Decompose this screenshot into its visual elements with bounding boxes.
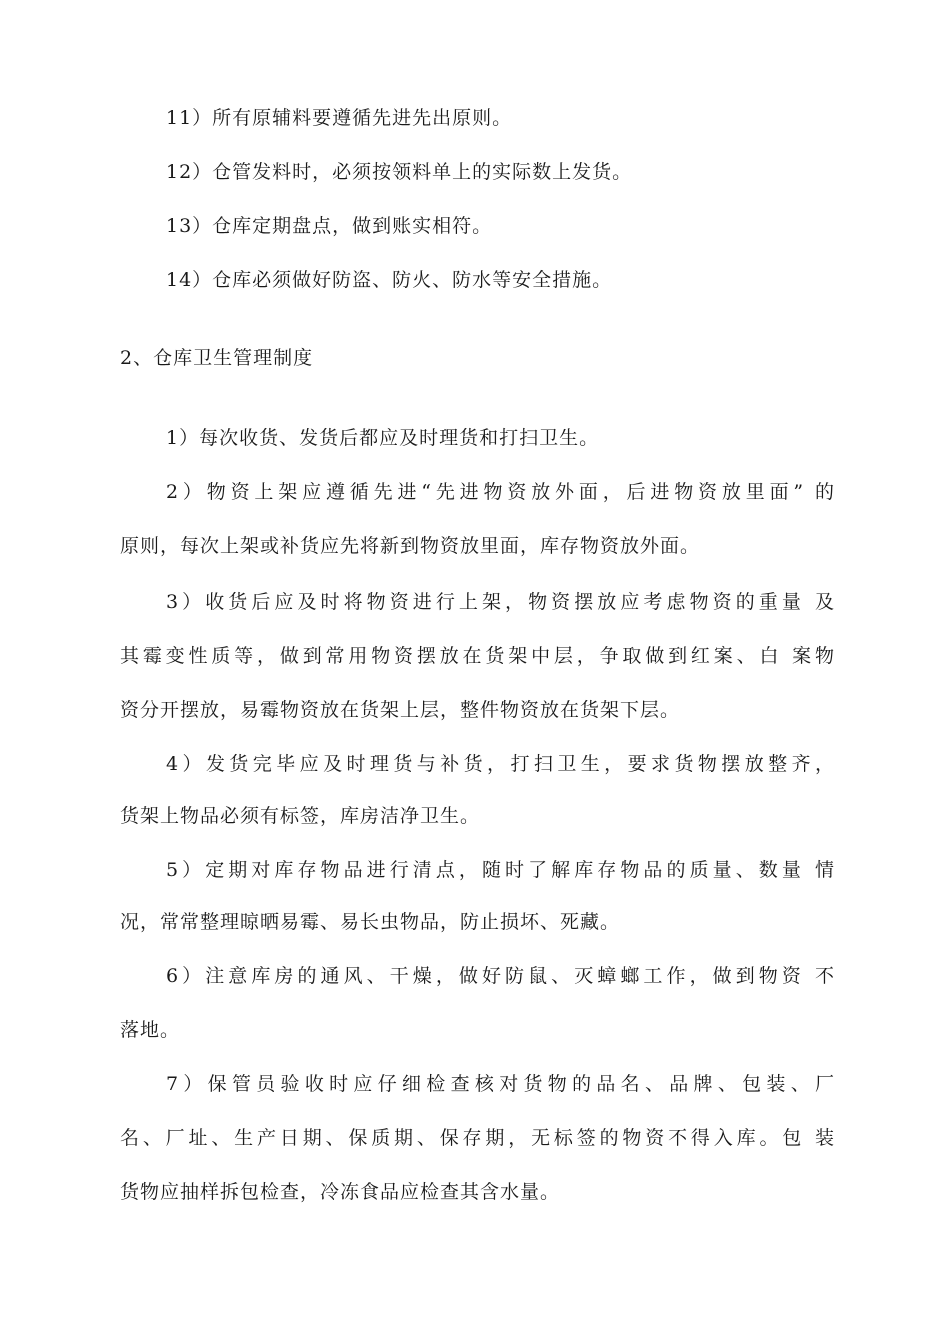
hygiene-item-5-line-1: 5）定期对库存物品进行清点，随时了解库存物品的质量、数量 情 [166, 859, 835, 881]
hygiene-item-6-line-1: 6）注意库房的通风、干燥，做好防鼠、灭蟑螂工作，做到物资 不 [166, 965, 835, 987]
rule-item-12: 12）仓管发料时，必须按领料单上的实际数上发货。 [166, 161, 633, 183]
rule-item-11: 11）所有原辅料要遵循先进先出原则。 [166, 107, 513, 129]
hygiene-item-5-line-2: 况，常常整理晾晒易霉、易长虫物品，防止损坏、死藏。 [120, 911, 621, 933]
rule-item-13: 13）仓库定期盘点，做到账实相符。 [166, 215, 493, 237]
hygiene-item-1: 1）每次收货、发货后都应及时理货和打扫卫生。 [166, 427, 600, 449]
hygiene-item-7-line-1: 7）保管员验收时应仔细检查核对货物的品名、品牌、包装、厂 [166, 1073, 835, 1095]
hygiene-item-2-line-2: 原则，每次上架或补货应先将新到物资放里面，库存物资放外面。 [120, 535, 701, 557]
hygiene-item-3-line-3: 资分开摆放，易霉物资放在货架上层，整件物资放在货架下层。 [120, 699, 681, 721]
hygiene-item-7-line-3: 货物应抽样拆包检查，冷冻食品应检查其含水量。 [120, 1181, 561, 1203]
hygiene-item-6-line-2: 落地。 [120, 1019, 181, 1041]
hygiene-item-4-line-1: 4）发货完毕应及时理货与补货，打扫卫生，要求货物摆放整齐， [166, 753, 835, 775]
hygiene-item-4-line-2: 货架上物品必须有标签，库房洁净卫生。 [120, 805, 481, 827]
section-heading: 2、仓库卫生管理制度 [120, 347, 314, 369]
hygiene-item-7-line-2: 名、厂址、生产日期、保质期、保存期，无标签的物资不得入库。包 装 [120, 1127, 835, 1149]
hygiene-item-3-line-2: 其霉变性质等，做到常用物资摆放在货架中层，争取做到红案、白 案物 [120, 645, 835, 667]
hygiene-item-2-line-1: 2）物资上架应遵循先进“先进物资放外面，后进物资放里面” 的 [166, 481, 835, 503]
hygiene-item-3-line-1: 3）收货后应及时将物资进行上架，物资摆放应考虑物资的重量 及 [166, 591, 835, 613]
rule-item-14: 14）仓库必须做好防盗、防火、防水等安全措施。 [166, 269, 613, 291]
